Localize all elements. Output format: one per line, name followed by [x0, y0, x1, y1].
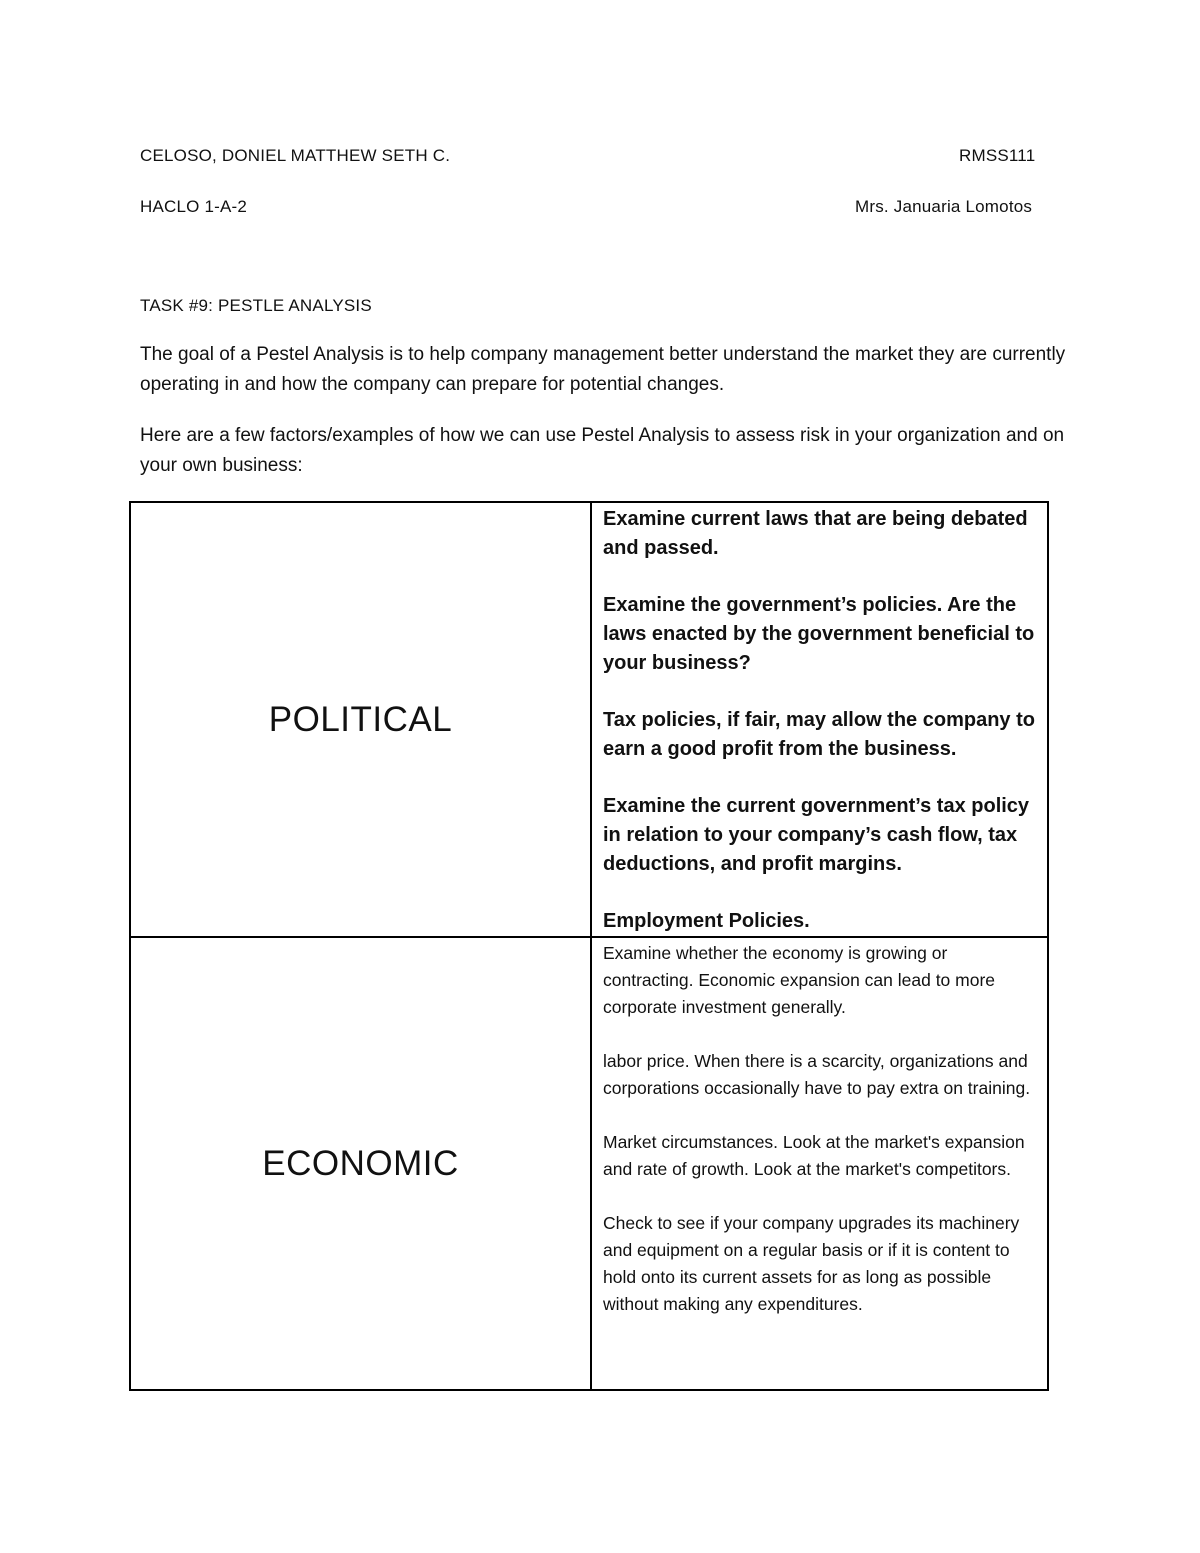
political-item: Examine current laws that are being debated and passed. — [603, 508, 1028, 559]
economic-item: Check to see if your company upgrades its machinery and equipment on a regular basis or if it is content to hold onto its current assets for as long as possible without making any expenditures. — [603, 1213, 1020, 1314]
intro-paragraph: The goal of a Pestel Analysis is to help company management better understand the market they are currently operating in and how the company can prepare for potential changes. — [140, 344, 1066, 395]
factor-label-economic: ECONOMIC — [262, 1143, 459, 1183]
course-code: RMSS111 — [959, 146, 1036, 165]
political-item: Employment Policies. — [603, 910, 810, 932]
description-cell-political — [591, 502, 1048, 937]
factor-cell-political — [130, 502, 591, 937]
political-item: Examine the government’s policies. Are the laws enacted by the government beneficial to your business? — [603, 594, 1035, 674]
political-item: Tax policies, if fair, may allow the company to earn a good profit from the business. — [603, 709, 1035, 760]
pestle-table — [129, 501, 1049, 1391]
student-name: CELOSO, DONIEL MATTHEW SETH C. — [140, 146, 451, 165]
political-item: Examine the current government’s tax policy in relation to your company’s cash flow, tax deductions, and profit margins. — [603, 795, 1030, 875]
task-title: TASK #9: PESTLE ANALYSIS — [140, 296, 372, 315]
table-row-economic — [130, 937, 1048, 1390]
instructor-name: Mrs. Januaria Lomotos — [855, 197, 1033, 216]
factor-label-political: POLITICAL — [268, 699, 453, 739]
factor-cell-economic — [130, 937, 591, 1390]
class-section: HACLO 1-A-2 — [140, 197, 248, 216]
description-cell-economic — [591, 937, 1048, 1390]
economic-item: Market circumstances. Look at the market's expansion and rate of growth. Look at the market's competitors. — [603, 1132, 1025, 1179]
table-row-political — [130, 502, 1048, 937]
economic-item: Examine whether the economy is growing or contracting. Economic expansion can lead to more corporate investment generally. — [603, 943, 996, 1017]
economic-item: labor price. When there is a scarcity, organizations and corporations occasionally have to pay extra on training. — [603, 1051, 1031, 1098]
lead-paragraph: Here are a few factors/examples of how we can use Pestel Analysis to assess risk in your organization and on your own business: — [140, 425, 1065, 476]
